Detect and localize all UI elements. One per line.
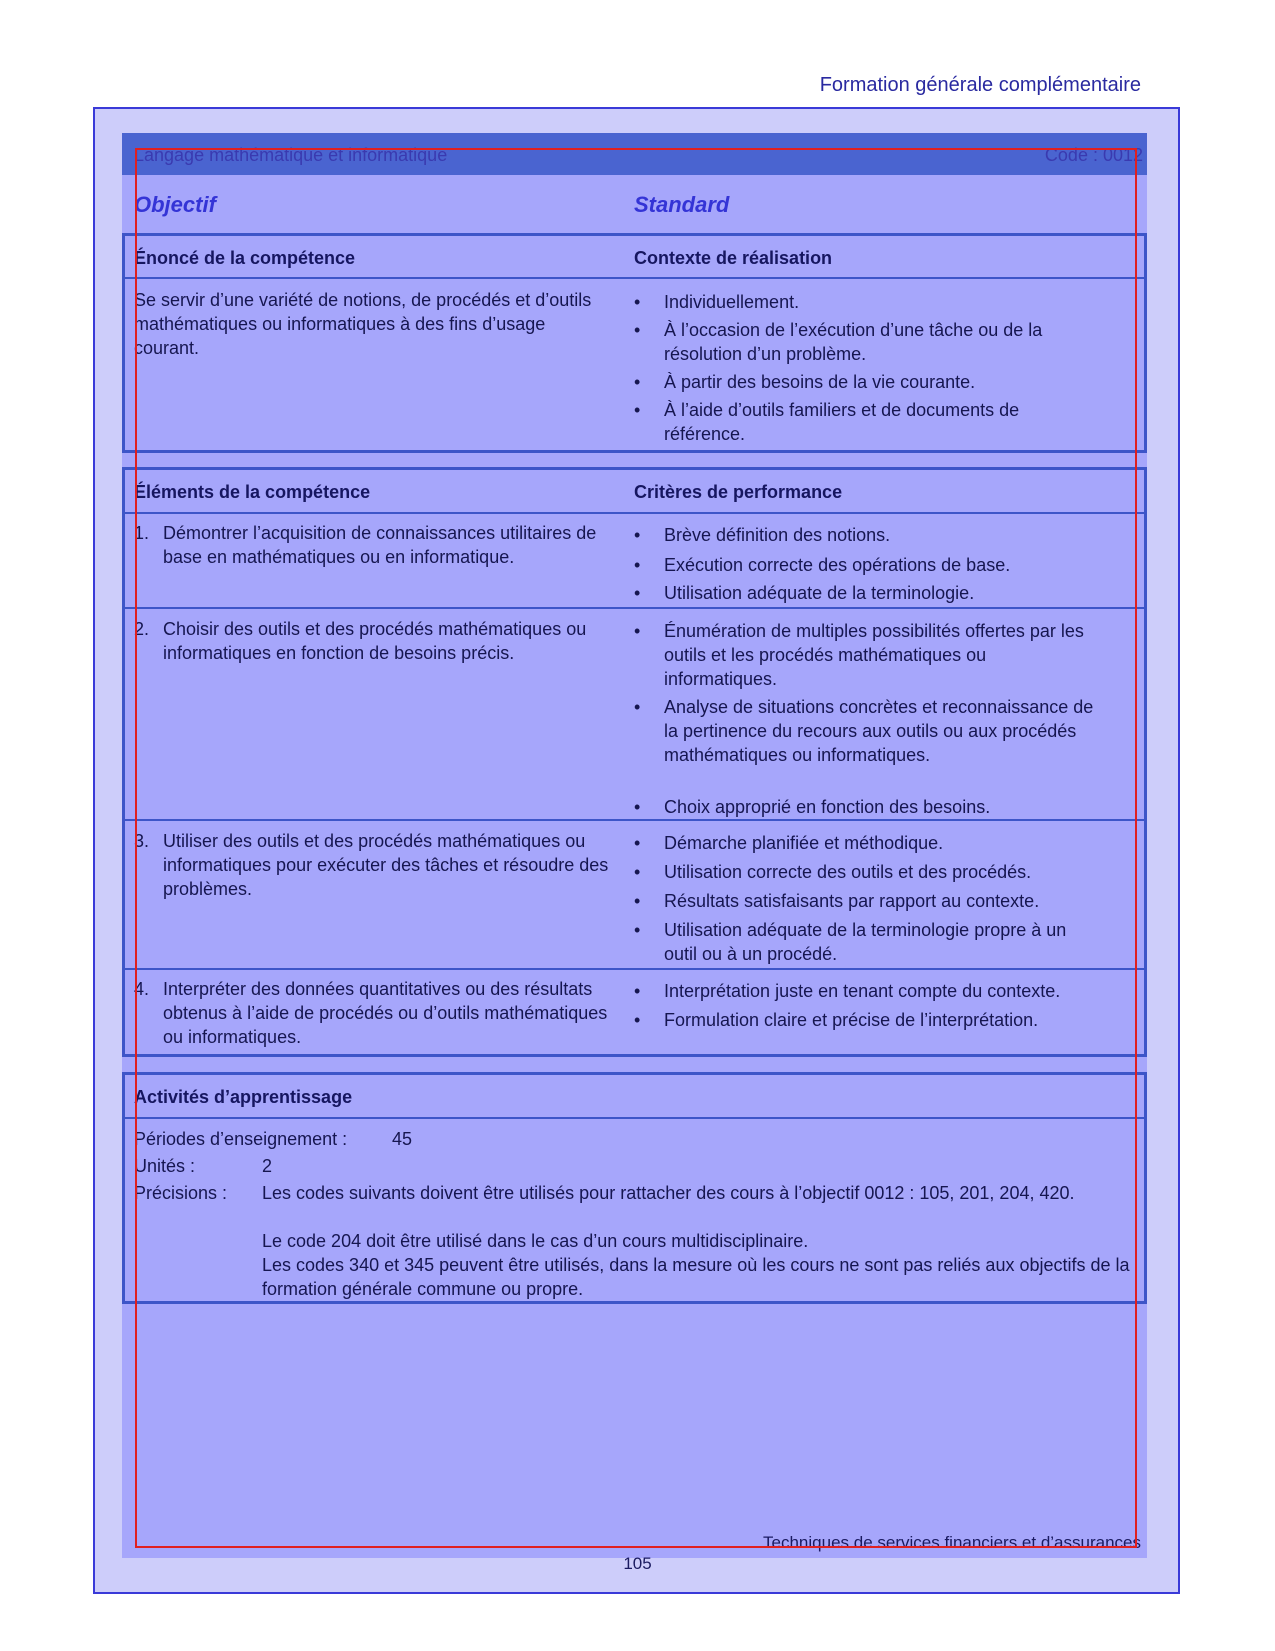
divider — [122, 968, 1147, 970]
activities-title: Activités d’apprentissage — [134, 1087, 353, 1107]
document-header: Formation générale complémentaire — [819, 74, 1141, 96]
context-item: • À l’aide d’outils familiers et de documents de référence. — [634, 398, 1096, 446]
criterion-item: • Démarche planifiée et méthodique. — [634, 831, 1096, 855]
periods-value: 45 — [392, 1129, 413, 1149]
divider — [122, 607, 1147, 609]
divider — [122, 1117, 1147, 1119]
objective-heading: Objectif — [134, 192, 216, 217]
units-label: Unités : — [134, 1156, 196, 1176]
criterion-item: • Brève définition des notions. — [634, 523, 1096, 547]
element-number: 1. — [134, 523, 150, 543]
element-number: 4. — [134, 979, 150, 999]
precision-item: Le code 204 doit être utilisé dans le cas d’un cours multidisciplinaire. — [262, 1231, 809, 1251]
competence-statement: Se servir d’une variété de notions, de procédés et d’outils mathématiques ou informatiques à des fins d’usage courant. — [134, 290, 592, 358]
element-number: 3. — [134, 831, 150, 851]
divider — [122, 819, 1147, 821]
units-value: 2 — [262, 1156, 273, 1176]
context-item: • À partir des besoins de la vie courante. — [634, 370, 1096, 394]
element-number: 2. — [134, 619, 150, 639]
precisions-label: Précisions : — [134, 1183, 228, 1203]
precision-item: Les codes 340 et 345 peuvent être utilisés, dans la mesure où les cours ne sont pas reliés aux objectifs de la formation générale commune ou propre. — [262, 1255, 1130, 1299]
standard-heading: Standard — [634, 192, 730, 217]
element-item — [134, 617, 624, 665]
criterion-item: • Utilisation adéquate de la terminologie. — [634, 581, 1096, 605]
criterion-item: • Exécution correcte des opérations de base. — [634, 553, 1096, 577]
element-item — [134, 521, 624, 569]
criterion-item: • Résultats satisfaisants par rapport au contexte. — [634, 889, 1096, 913]
divider — [122, 277, 1147, 279]
program-footer: Techniques de services financiers et d’assurances — [763, 1533, 1141, 1552]
criterion-item: • Choix approprié en fonction des besoins. — [634, 795, 1096, 819]
element-item — [134, 829, 624, 901]
objective-code: Code : 0012 — [1044, 145, 1143, 165]
criterion-item: • Analyse de situations concrètes et reconnaissance de la pertinence du recours aux outils ou aux procédés mathématiques ou informatiques. — [634, 695, 1096, 767]
element-text: Démontrer l’acquisition de connaissances utilitaires de base en mathématiques ou en informatique. — [163, 523, 597, 567]
criterion-item: • Énumération de multiples possibilités offertes par les outils et les procédés mathématiques ou informatiques. — [634, 619, 1096, 691]
criterion-item: • Formulation claire et précise de l’interprétation. — [634, 1008, 1096, 1032]
context-item: • Individuellement. — [634, 290, 1096, 314]
element-text: Interpréter des données quantitatives ou des résultats obtenus à l’aide de procédés ou d’outils mathématiques ou informatiques. — [163, 979, 608, 1047]
criterion-item: • Utilisation correcte des outils et des procédés. — [634, 860, 1096, 884]
criterion-item: • Interprétation juste en tenant compte du contexte. — [634, 979, 1096, 1003]
divider — [122, 512, 1147, 514]
context-title: Contexte de réalisation — [634, 248, 833, 268]
periods-label: Périodes d’enseignement : — [134, 1129, 348, 1149]
criteria-title: Critères de performance — [634, 482, 843, 502]
element-text: Utiliser des outils et des procédés mathématiques ou informatiques pour exécuter des tâches et résoudre des problèmes. — [163, 831, 609, 899]
element-text: Choisir des outils et des procédés mathématiques ou informatiques en fonction de besoins précis. — [163, 619, 587, 663]
context-item: • À l’occasion de l’exécution d’une tâche ou de la résolution d’un problème. — [634, 318, 1096, 366]
criterion-item: • Utilisation adéquate de la terminologie propre à un outil ou à un procédé. — [634, 918, 1096, 966]
precision-item: Les codes suivants doivent être utilisés pour rattacher des cours à l’objectif 0012 : 105, 201, 204, 420. — [262, 1183, 1075, 1203]
element-item — [134, 977, 624, 1049]
elements-title: Éléments de la compétence — [134, 482, 371, 502]
competence-title: Énoncé de la compétence — [134, 248, 356, 268]
page-number: 105 — [623, 1554, 652, 1573]
subject-title: Langage mathématique et informatique — [134, 145, 448, 165]
